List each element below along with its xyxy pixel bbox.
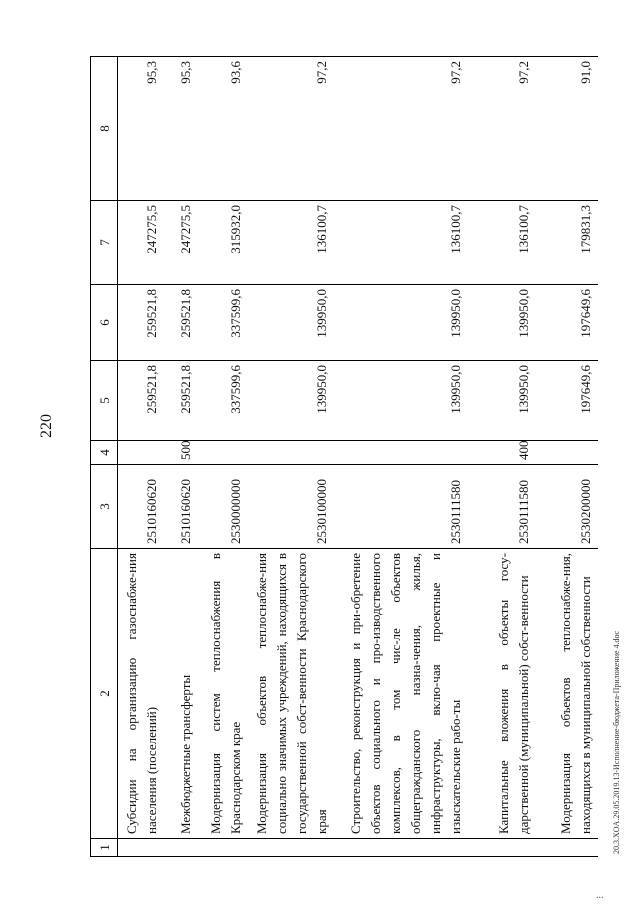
row-value-5: 259521,8	[164, 361, 198, 441]
row-value-6: 139950,0	[248, 285, 334, 361]
row-name: Капитальные вложения в объекты госу-дарственной (муниципальной) собст-венности	[468, 549, 536, 839]
row-name: Модернизация объектов теплоснабже-ния, находящихся в муниципальной собственности	[536, 549, 598, 839]
row-index-cell	[334, 839, 468, 857]
table-row	[198, 57, 248, 857]
row-value-6: 259521,8	[164, 285, 198, 361]
table-row	[536, 57, 598, 857]
row-code: 2510160620	[164, 465, 198, 549]
table-row	[164, 57, 198, 857]
row-code: 2530100000	[248, 465, 334, 549]
column-header: 7	[91, 201, 118, 285]
column-header: 3	[91, 465, 118, 549]
row-vr	[536, 441, 598, 465]
budget-table-container	[90, 57, 593, 857]
column-header: 5	[91, 361, 118, 441]
row-value-7: 315932,0	[198, 201, 248, 285]
row-code: 2530200000	[536, 465, 598, 549]
row-name: Субсидии на организацию газоснабже-ния населения (поселений)	[118, 549, 164, 839]
column-header: 2	[91, 549, 118, 839]
row-value-5: 197649,6	[536, 361, 598, 441]
page-number: 220	[38, 414, 55, 438]
row-index-cell	[536, 839, 598, 857]
row-value-6: 259521,8	[118, 285, 164, 361]
table-row	[118, 57, 164, 857]
row-name: Межбюджетные трансферты	[164, 549, 198, 839]
row-percent: 93,6	[198, 57, 248, 201]
row-index-cell	[118, 839, 164, 857]
row-percent: 95,3	[118, 57, 164, 201]
row-value-7: 136100,7	[248, 201, 334, 285]
row-value-5: 139950,0	[334, 361, 468, 441]
table-row	[468, 57, 536, 857]
row-value-7: 136100,7	[334, 201, 468, 285]
row-index-cell	[248, 839, 334, 857]
table-header-row	[91, 57, 118, 857]
table-row	[248, 57, 334, 857]
column-header: 8	[91, 57, 118, 201]
column-header: 6	[91, 285, 118, 361]
row-value-6: 139950,0	[334, 285, 468, 361]
budget-table	[90, 56, 598, 857]
row-vr	[118, 441, 164, 465]
row-percent: 97,2	[334, 57, 468, 201]
row-value-7: 136100,7	[468, 201, 536, 285]
row-vr	[198, 441, 248, 465]
row-percent: 91,0	[536, 57, 598, 201]
row-percent: 97,2	[248, 57, 334, 201]
row-value-5: 337599,6	[198, 361, 248, 441]
row-value-5: 139950,0	[468, 361, 536, 441]
row-vr: 500	[164, 441, 198, 465]
row-index-cell	[164, 839, 198, 857]
row-value-7: 247275,5	[118, 201, 164, 285]
row-index-cell	[198, 839, 248, 857]
row-index-cell	[468, 839, 536, 857]
table-row	[334, 57, 468, 857]
row-code: 2510160620	[118, 465, 164, 549]
row-name: Модернизация систем теплоснабжения в Краснодарском крае	[198, 549, 248, 839]
row-value-7: 247275,5	[164, 201, 198, 285]
row-value-6: 197649,6	[536, 285, 598, 361]
row-code: 2530111580	[334, 465, 468, 549]
row-value-6: 337599,6	[198, 285, 248, 361]
column-header: 4	[91, 441, 118, 465]
row-value-5: 139950,0	[248, 361, 334, 441]
footer-filename: 20.3.XOA.29.05.2019.13-Исполнение-бюджета-Приложение 4.doc	[612, 630, 621, 854]
row-name: Строительство, реконструкция и при-обретение объектов социального и про-изводственного комплексов, в том чис-ле объектов общегражданского назна-чения, жилья, инфраструктуры, вклю-чая проектные и изыскательские рабо-ты	[334, 549, 468, 839]
corner-mark: ...	[596, 890, 604, 901]
row-percent: 95,3	[164, 57, 198, 201]
row-vr: 400	[468, 441, 536, 465]
row-value-7: 179831,3	[536, 201, 598, 285]
row-value-6: 139950,0	[468, 285, 536, 361]
row-vr	[334, 441, 468, 465]
row-percent: 97,2	[468, 57, 536, 201]
row-vr	[248, 441, 334, 465]
row-value-5: 259521,8	[118, 361, 164, 441]
column-header: 1	[91, 839, 118, 857]
row-code: 2530111580	[468, 465, 536, 549]
row-name: Модернизация объектов теплоснабже-ния социально значимых учреждений, находящихся в государственной собст-венности Краснодарского края	[248, 549, 334, 839]
row-code: 2530000000	[198, 465, 248, 549]
